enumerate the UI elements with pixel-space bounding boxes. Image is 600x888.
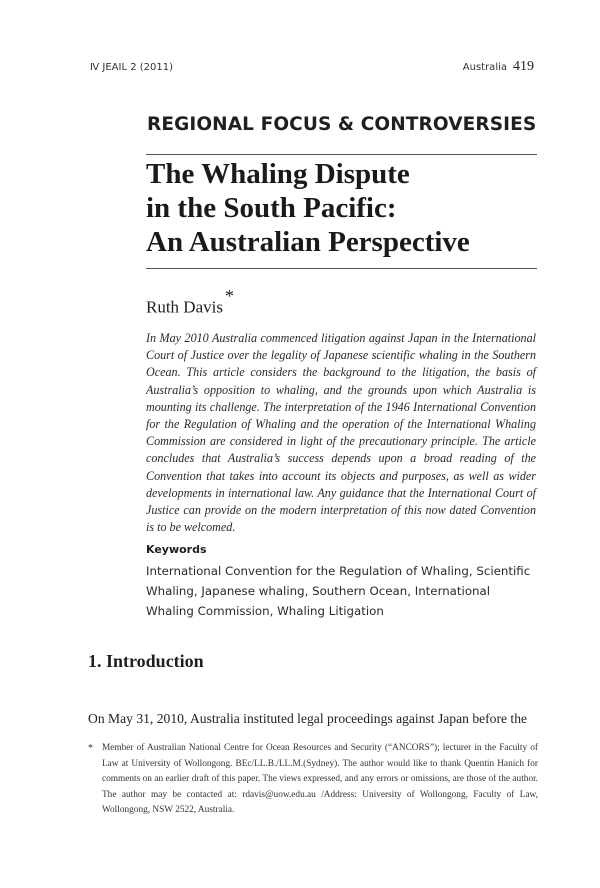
author-footnote-mark: * (224, 286, 234, 306)
page-number: 419 (513, 59, 534, 74)
author (146, 286, 234, 318)
section-label: REGIONAL FOCUS & CONTROVERSIES (147, 114, 537, 135)
keywords-text: International Convention for the Regulation of Whaling, Scientific Whaling, Japanese whaling, Southern Ocean, International Whaling Commission, Whaling Litigation (146, 564, 531, 618)
running-head-journal: Ⅳ JEAIL 2 (2011) (90, 62, 174, 73)
title-line-3: An Australian Perspective (146, 226, 470, 258)
author-name: Ruth Davis (146, 297, 223, 317)
footnote-mark: * (88, 743, 93, 754)
keywords-heading: Keywords (146, 543, 207, 556)
title-line-2: in the South Pacific: (146, 192, 397, 224)
title-bottom-rule (146, 268, 537, 269)
article-title (146, 157, 536, 259)
title-line-1: The Whaling Dispute (146, 158, 410, 190)
footnote-text: Member of Australian National Centre for Ocean Resources and Security (“ANCORS”); lecturer in the Faculty of Law at University of Wollongong. BEc/LL.B./LL.M.(Sydney). The author would like to thank Quentin Hanich for comments on an earlier draft of this paper. The views expressed, and any errors or omissions, are those of the author. The author may be contacted at: rdavis@uow.edu.au /Address: University of Wollongong, Faculty of Law, Wollongong, NSW 2522, Australia. (102, 743, 538, 816)
running-head-section: Australia (462, 62, 507, 73)
title-top-rule (146, 154, 537, 155)
abstract: In May 2010 Australia commenced litigation against Japan in the International Court of Justice over the legality of Japanese scientific whaling in the Southern Ocean. This article considers the background to the litigation, the basis of Australia’s opposition to whaling, and the grounds upon which Australia is mounting its challenge. The interpretation of the 1946 International Convention for the Regulation of Whaling and the operation of the International Whaling Commission are considered in light of the precautionary principle. The article concludes that Australia’s success depends upon a broad reading of the Convention that takes into account its objects and purposes, as well as wider developments in international law. Any guidance that the International Court of Justice can provide on the modern interpretation of this now dated Convention is to be welcomed. (146, 331, 536, 535)
footnote (88, 741, 538, 819)
body-paragraph: On May 31, 2010, Australia instituted legal proceedings against Japan before the (88, 711, 528, 726)
introduction-heading: 1. Introduction (88, 651, 204, 671)
running-head-right (463, 59, 534, 75)
